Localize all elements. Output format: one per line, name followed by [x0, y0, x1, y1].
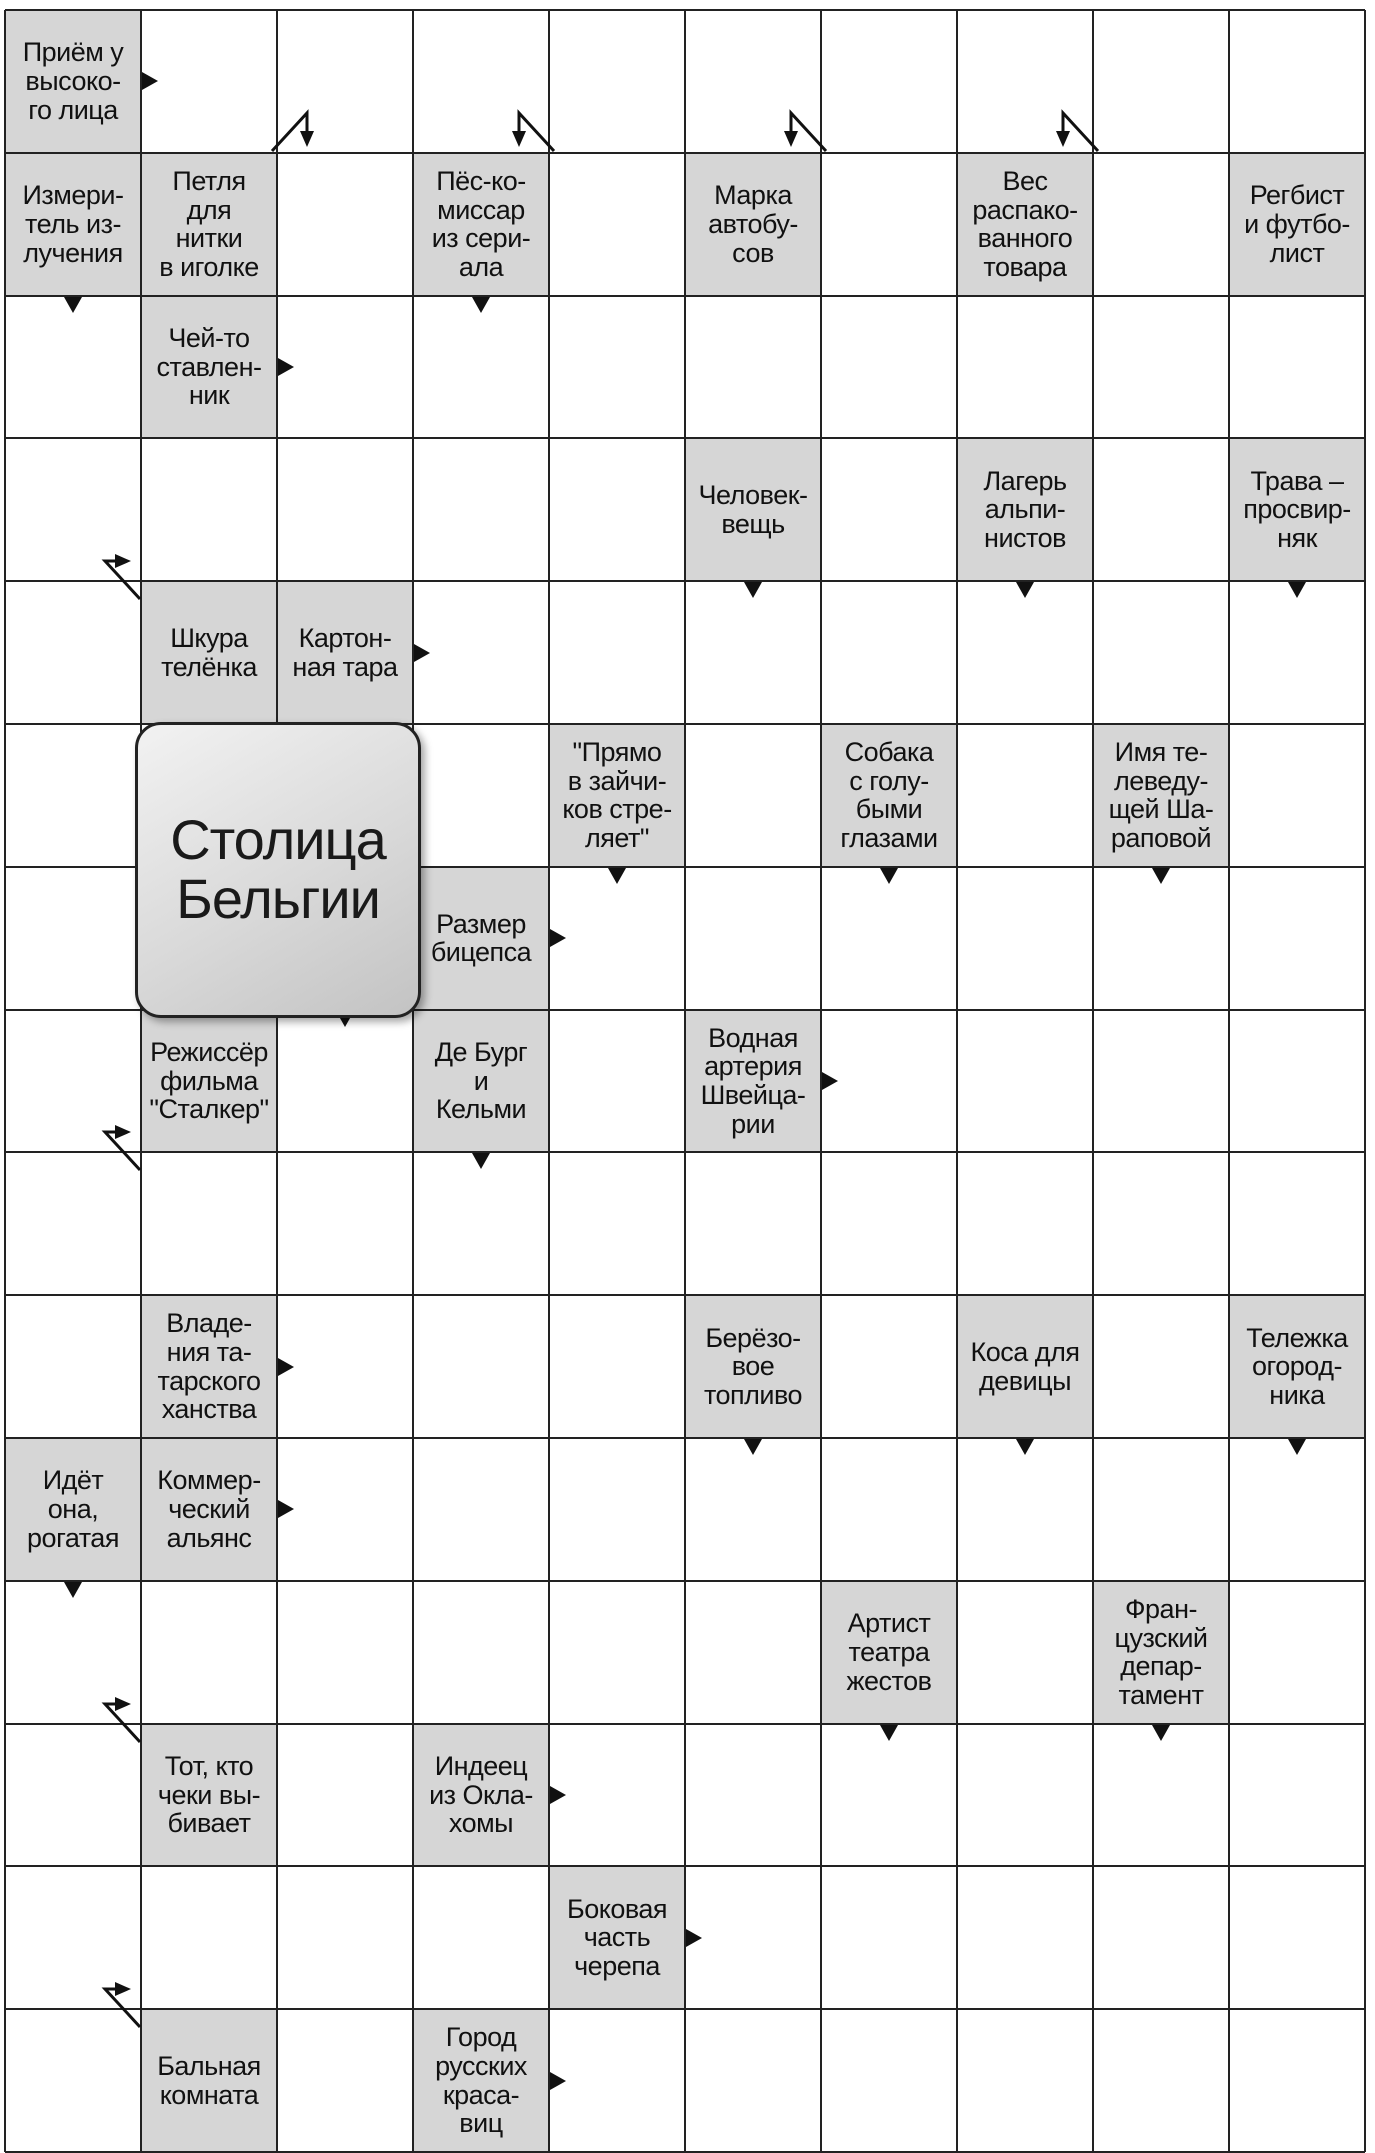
answer-cell[interactable] — [821, 2009, 957, 2152]
answer-cell[interactable] — [1093, 1010, 1229, 1153]
grid-line — [5, 1437, 1365, 1439]
answer-cell[interactable] — [685, 1152, 821, 1295]
grid-line — [276, 10, 278, 2152]
answer-cell[interactable] — [549, 1438, 685, 1581]
clue-cell: Марка автобу- сов — [685, 153, 821, 296]
arrow-right-icon — [686, 1929, 702, 1947]
answer-cell[interactable] — [821, 1152, 957, 1295]
clue-cell: Коммер- ческий альянс — [141, 1438, 277, 1581]
clue-cell: Собака с голу- быми глазами — [821, 724, 957, 867]
clue-cell: Приём у высоко- го лица — [5, 10, 141, 153]
answer-cell[interactable] — [141, 1866, 277, 2009]
arrow-down-icon — [1288, 582, 1306, 598]
answer-cell[interactable] — [141, 10, 277, 153]
answer-cell[interactable] — [549, 2009, 685, 2152]
answer-cell[interactable] — [685, 296, 821, 439]
grid-line — [5, 2008, 1365, 2010]
clue-cell: Фран- цузский депар- тамент — [1093, 1581, 1229, 1724]
answer-cell[interactable] — [957, 2009, 1093, 2152]
answer-cell[interactable] — [821, 1438, 957, 1581]
arrow-down-icon — [64, 297, 82, 313]
answer-cell[interactable] — [549, 1152, 685, 1295]
answer-cell[interactable] — [1229, 296, 1365, 439]
bent-arrow-icon — [85, 1092, 155, 1172]
crossword-board — [5, 10, 1365, 2152]
clue-cell: Петля для нитки в иголке — [141, 153, 277, 296]
clue-cell: Артист театра жестов — [821, 1581, 957, 1724]
clue-cell: Владе- ния та- тарского ханства — [141, 1295, 277, 1438]
grid-line — [4, 10, 6, 2152]
answer-cell[interactable] — [549, 581, 685, 724]
answer-cell[interactable] — [957, 1724, 1093, 1867]
answer-cell[interactable] — [277, 1724, 413, 1867]
clue-cell: Картон- ная тара — [277, 581, 413, 724]
answer-cell[interactable] — [5, 867, 141, 1010]
answer-cell[interactable] — [413, 1438, 549, 1581]
answer-cell[interactable] — [413, 1866, 549, 2009]
answer-cell[interactable] — [821, 867, 957, 1010]
answer-cell[interactable] — [277, 1866, 413, 2009]
answer-cell[interactable] — [957, 1438, 1093, 1581]
answer-cell[interactable] — [957, 1152, 1093, 1295]
answer-cell[interactable] — [1229, 1866, 1365, 2009]
arrow-right-icon — [278, 358, 294, 376]
answer-cell[interactable] — [277, 1438, 413, 1581]
answer-cell[interactable] — [957, 724, 1093, 867]
answer-cell[interactable] — [1093, 10, 1229, 153]
answer-cell[interactable] — [277, 153, 413, 296]
arrow-down-icon — [880, 868, 898, 884]
answer-cell[interactable] — [549, 1581, 685, 1724]
arrow-down-icon — [744, 1439, 762, 1455]
clue-cell: Вес распако- ванного товара — [957, 153, 1093, 296]
clue-cell: Имя те- леведу- щей Ша- раповой — [1093, 724, 1229, 867]
answer-cell[interactable] — [1229, 1581, 1365, 1724]
grid-line — [412, 10, 414, 2152]
answer-cell[interactable] — [957, 1581, 1093, 1724]
answer-cell[interactable] — [685, 1724, 821, 1867]
answer-cell[interactable] — [821, 10, 957, 153]
answer-cell[interactable] — [821, 581, 957, 724]
bent-arrow-icon — [489, 73, 559, 153]
clue-cell: Измери- тель из- лучения — [5, 153, 141, 296]
answer-cell[interactable] — [1093, 581, 1229, 724]
clue-cell: Берёзо- вое топливо — [685, 1295, 821, 1438]
answer-cell[interactable] — [1093, 1866, 1229, 2009]
bent-arrow-icon — [85, 1949, 155, 2029]
clue-cell: Боковая часть черепа — [549, 1866, 685, 2009]
clue-cell: "Прямо в зайчи- ков стре- ляет" — [549, 724, 685, 867]
clue-cell: Трава – просвир- няк — [1229, 438, 1365, 581]
grid-line — [1364, 10, 1366, 2152]
answer-cell[interactable] — [413, 1152, 549, 1295]
answer-cell[interactable] — [549, 1010, 685, 1153]
answer-cell[interactable] — [5, 296, 141, 439]
arrow-right-icon — [550, 2072, 566, 2090]
answer-cell[interactable] — [141, 1152, 277, 1295]
answer-cell[interactable] — [1093, 1438, 1229, 1581]
answer-cell[interactable] — [413, 1581, 549, 1724]
answer-cell[interactable] — [413, 1295, 549, 1438]
answer-cell[interactable] — [685, 581, 821, 724]
bent-arrow-icon — [267, 73, 337, 153]
clue-cell: Тот, кто чеки вы- бивает — [141, 1724, 277, 1867]
clue-cell: Коса для девицы — [957, 1295, 1093, 1438]
answer-cell[interactable] — [821, 1295, 957, 1438]
clue-cell: Чей-то ставлен- ник — [141, 296, 277, 439]
answer-cell[interactable] — [957, 1010, 1093, 1153]
answer-cell[interactable] — [277, 296, 413, 439]
grid-line — [956, 10, 958, 2152]
grid-line — [5, 1151, 1365, 1153]
answer-cell[interactable] — [957, 867, 1093, 1010]
grid-line — [5, 1865, 1365, 1867]
answer-cell[interactable] — [821, 153, 957, 296]
arrow-right-icon — [142, 72, 158, 90]
answer-cell[interactable] — [1229, 724, 1365, 867]
answer-cell[interactable] — [141, 438, 277, 581]
answer-cell[interactable] — [5, 1295, 141, 1438]
arrow-right-icon — [278, 1500, 294, 1518]
arrow-right-icon — [550, 1786, 566, 1804]
clue-cell: Регбист и футбо- лист — [1229, 153, 1365, 296]
arrow-down-icon — [472, 1153, 490, 1169]
answer-cell[interactable] — [1093, 1295, 1229, 1438]
grid-line — [5, 152, 1365, 154]
answer-cell[interactable] — [1229, 10, 1365, 153]
arrow-down-icon — [1152, 868, 1170, 884]
bent-arrow-icon — [761, 73, 831, 153]
answer-cell[interactable] — [821, 1866, 957, 2009]
grid-line — [5, 1580, 1365, 1582]
answer-cell[interactable] — [5, 581, 141, 724]
answer-cell[interactable] — [1093, 296, 1229, 439]
answer-cell[interactable] — [821, 1724, 957, 1867]
answer-cell[interactable] — [277, 1010, 413, 1153]
grid-line — [1228, 10, 1230, 2152]
answer-cell[interactable] — [5, 724, 141, 867]
answer-cell[interactable] — [413, 724, 549, 867]
feature-clue-belgium-capital: Столица Бельгии — [135, 722, 421, 1018]
arrow-down-icon — [472, 297, 490, 313]
bent-arrow-icon — [1033, 73, 1103, 153]
answer-cell[interactable] — [1229, 2009, 1365, 2152]
arrow-down-icon — [1288, 1439, 1306, 1455]
arrow-right-icon — [550, 929, 566, 947]
clue-cell: Режиссёр фильма "Сталкер" — [141, 1010, 277, 1153]
answer-cell[interactable] — [5, 1152, 141, 1295]
answer-cell[interactable] — [5, 1724, 141, 1867]
clue-cell: Шкура телёнка — [141, 581, 277, 724]
clue-cell: Идёт она, рогатая — [5, 1438, 141, 1581]
answer-cell[interactable] — [1229, 1152, 1365, 1295]
answer-cell[interactable] — [413, 581, 549, 724]
arrow-down-icon — [880, 1725, 898, 1741]
answer-cell[interactable] — [957, 1866, 1093, 2009]
arrow-down-icon — [744, 582, 762, 598]
answer-cell[interactable] — [413, 296, 549, 439]
answer-cell[interactable] — [685, 2009, 821, 2152]
answer-cell[interactable] — [957, 581, 1093, 724]
answer-cell[interactable] — [549, 1295, 685, 1438]
bent-arrow-icon — [85, 1664, 155, 1744]
clue-cell: Тележка огород- ника — [1229, 1295, 1365, 1438]
answer-cell[interactable] — [685, 1438, 821, 1581]
grid-line — [1092, 10, 1094, 2152]
answer-cell[interactable] — [685, 1581, 821, 1724]
clue-cell: Де Бург и Кельми — [413, 1010, 549, 1153]
answer-cell[interactable] — [277, 438, 413, 581]
answer-cell[interactable] — [5, 2009, 141, 2152]
clue-cell: Пёс-ко- миссар из сери- ала — [413, 153, 549, 296]
clue-cell: Бальная комната — [141, 2009, 277, 2152]
answer-cell[interactable] — [685, 1866, 821, 2009]
clue-cell: Индеец из Окла- хомы — [413, 1724, 549, 1867]
grid-line — [140, 10, 142, 2152]
arrow-right-icon — [822, 1072, 838, 1090]
answer-cell[interactable] — [1229, 1010, 1365, 1153]
clue-cell: Человек- вещь — [685, 438, 821, 581]
answer-cell[interactable] — [1093, 438, 1229, 581]
answer-cell[interactable] — [141, 1581, 277, 1724]
answer-cell[interactable] — [1229, 1438, 1365, 1581]
grid-line — [5, 580, 1365, 582]
answer-cell[interactable] — [821, 1010, 957, 1153]
clue-cell: Водная артерия Швейца- рии — [685, 1010, 821, 1153]
grid-line — [548, 10, 550, 2152]
grid-line — [5, 1294, 1365, 1296]
clue-cell: Город русских краса- виц — [413, 2009, 549, 2152]
answer-cell[interactable] — [413, 438, 549, 581]
grid-line — [5, 437, 1365, 439]
arrow-down-icon — [1016, 1439, 1034, 1455]
answer-cell[interactable] — [549, 296, 685, 439]
answer-cell[interactable] — [277, 1581, 413, 1724]
answer-cell[interactable] — [1093, 153, 1229, 296]
answer-cell[interactable] — [1093, 1724, 1229, 1867]
grid-line — [5, 9, 1365, 11]
arrow-right-icon — [278, 1358, 294, 1376]
answer-cell[interactable] — [821, 296, 957, 439]
answer-cell[interactable] — [1093, 867, 1229, 1010]
arrow-right-icon — [414, 644, 430, 662]
answer-cell[interactable] — [1229, 581, 1365, 724]
clue-cell: Размер бицепса — [413, 867, 549, 1010]
answer-cell[interactable] — [549, 153, 685, 296]
grid-line — [5, 295, 1365, 297]
answer-cell[interactable] — [549, 867, 685, 1010]
answer-cell[interactable] — [957, 296, 1093, 439]
answer-cell[interactable] — [1093, 2009, 1229, 2152]
arrow-down-icon — [64, 1582, 82, 1598]
answer-cell[interactable] — [277, 1295, 413, 1438]
answer-cell[interactable] — [685, 724, 821, 867]
answer-cell[interactable] — [1229, 1724, 1365, 1867]
arrow-down-icon — [1016, 582, 1034, 598]
answer-cell[interactable] — [1093, 1152, 1229, 1295]
answer-cell[interactable] — [685, 867, 821, 1010]
arrow-down-icon — [1152, 1725, 1170, 1741]
bent-arrow-icon — [85, 521, 155, 601]
answer-cell[interactable] — [549, 1724, 685, 1867]
answer-cell[interactable] — [277, 2009, 413, 2152]
answer-cell[interactable] — [277, 1152, 413, 1295]
clue-cell: Лагерь альпи- нистов — [957, 438, 1093, 581]
arrow-down-icon — [608, 868, 626, 884]
grid-line — [684, 10, 686, 2152]
answer-cell[interactable] — [549, 438, 685, 581]
answer-cell[interactable] — [549, 10, 685, 153]
answer-cell[interactable] — [1229, 867, 1365, 1010]
answer-cell[interactable] — [821, 438, 957, 581]
